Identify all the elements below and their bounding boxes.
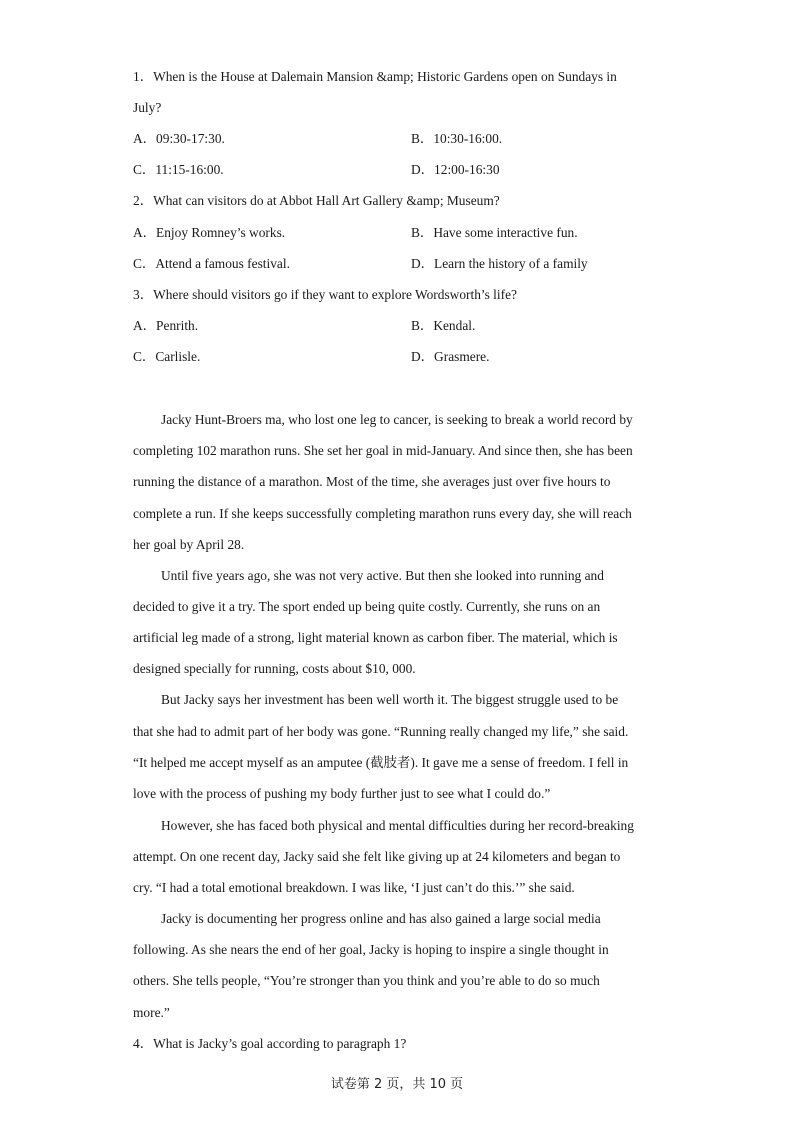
question-3-option-a[interactable]: A．Penrith. xyxy=(133,318,199,333)
passage-p4-line-2: attempt. On one recent day, Jacky said she felt like giving up at 24 kilometers and began to xyxy=(133,849,621,864)
passage-p5-line-3: others. She tells people, “You’re stronger than you think and you’re able to do so much xyxy=(133,973,600,988)
passage-p2-line-4: designed specially for running, costs about $10, 000. xyxy=(133,661,416,676)
page-footer: 试卷第 2 页，共 10 页 xyxy=(330,1077,464,1092)
passage-p4-line-1: However, she has faced both physical and mental difficulties during her record-breaking xyxy=(161,818,634,833)
passage-p1-line-4: complete a run. If she keeps successfully completing marathon runs every day, she will reach xyxy=(133,506,632,521)
question-1-option-a[interactable]: A．09:30-17:30. xyxy=(133,131,225,146)
question-3-stem xyxy=(133,287,517,303)
question-1-number: 1． xyxy=(133,69,154,84)
question-1-stem-line-1: When is the House at Dalemain Mansion &amp; Historic Gardens open on Sundays in xyxy=(153,69,617,84)
question-2-option-d[interactable]: D．Learn the history of a family xyxy=(411,256,588,271)
question-1-option-b[interactable]: B．10:30-16:00. xyxy=(411,131,503,146)
question-3-stem-text: Where should visitors go if they want to explore Wordsworth’s life? xyxy=(153,287,517,302)
passage-p1-line-2: completing 102 marathon runs. She set her goal in mid-January. And since then, she has been xyxy=(133,443,633,458)
question-4-stem: 4．What is Jacky’s goal according to paragraph 1? xyxy=(133,1036,407,1051)
question-1-option-c[interactable]: C．11:15-16:00. xyxy=(133,162,224,177)
passage-p1-line-3: running the distance of a marathon. Most of the time, she averages just over five hours to xyxy=(133,474,611,489)
question-2-stem xyxy=(133,193,500,209)
question-3-number: 3． xyxy=(133,287,154,302)
question-2-stem-text: What can visitors do at Abbot Hall Art Gallery &amp; Museum? xyxy=(153,193,500,208)
question-1-stem-line-2: July? xyxy=(133,100,162,115)
question-3-option-b[interactable]: B．Kendal. xyxy=(411,318,476,333)
question-2-option-a[interactable]: A．Enjoy Romney’s works. xyxy=(133,225,286,240)
passage-p3-line-3: “It helped me accept myself as an amputee (截肢者). It gave me a sense of freedom. I fell in xyxy=(133,755,629,770)
passage-p2-line-3: artificial leg made of a strong, light material known as carbon fiber. The material, which is xyxy=(133,630,618,645)
passage-p4-line-3: cry. “I had a total emotional breakdown. I was like, ‘I just can’t do this.’” she said. xyxy=(133,880,575,895)
passage-p3-line-2: that she had to admit part of her body was gone. “Running really changed my life,” she said. xyxy=(133,724,629,739)
passage-p3-line-1: But Jacky says her investment has been well worth it. The biggest struggle used to be xyxy=(161,692,619,707)
question-1-option-d[interactable]: D．12:00-16:30 xyxy=(411,162,500,177)
question-2-option-b[interactable]: B．Have some interactive fun. xyxy=(411,225,578,240)
question-3-option-d[interactable]: D．Grasmere. xyxy=(411,349,490,364)
passage-p5-line-2: following. As she nears the end of her goal, Jacky is hoping to inspire a single thought in xyxy=(133,942,609,957)
passage-p2-line-2: decided to give it a try. The sport ended up being quite costly. Currently, she runs on an xyxy=(133,599,601,614)
question-2-option-c[interactable]: C．Attend a famous festival. xyxy=(133,256,290,271)
question-2-number: 2． xyxy=(133,193,154,208)
passage-p5-line-4: more.” xyxy=(133,1005,170,1020)
question-1-stem xyxy=(133,69,617,85)
passage-p1-line-1: Jacky Hunt-Broers ma, who lost one leg to cancer, is seeking to break a world record by xyxy=(161,412,633,427)
passage-p2-line-1: Until five years ago, she was not very active. But then she looked into running and xyxy=(161,568,604,583)
question-3-option-c[interactable]: C．Carlisle. xyxy=(133,349,201,364)
passage-p1-line-5: her goal by April 28. xyxy=(133,537,245,552)
passage-p5-line-1: Jacky is documenting her progress online and has also gained a large social media xyxy=(161,911,601,926)
passage-p3-line-4: love with the process of pushing my body further just to see what I could do.” xyxy=(133,786,551,801)
